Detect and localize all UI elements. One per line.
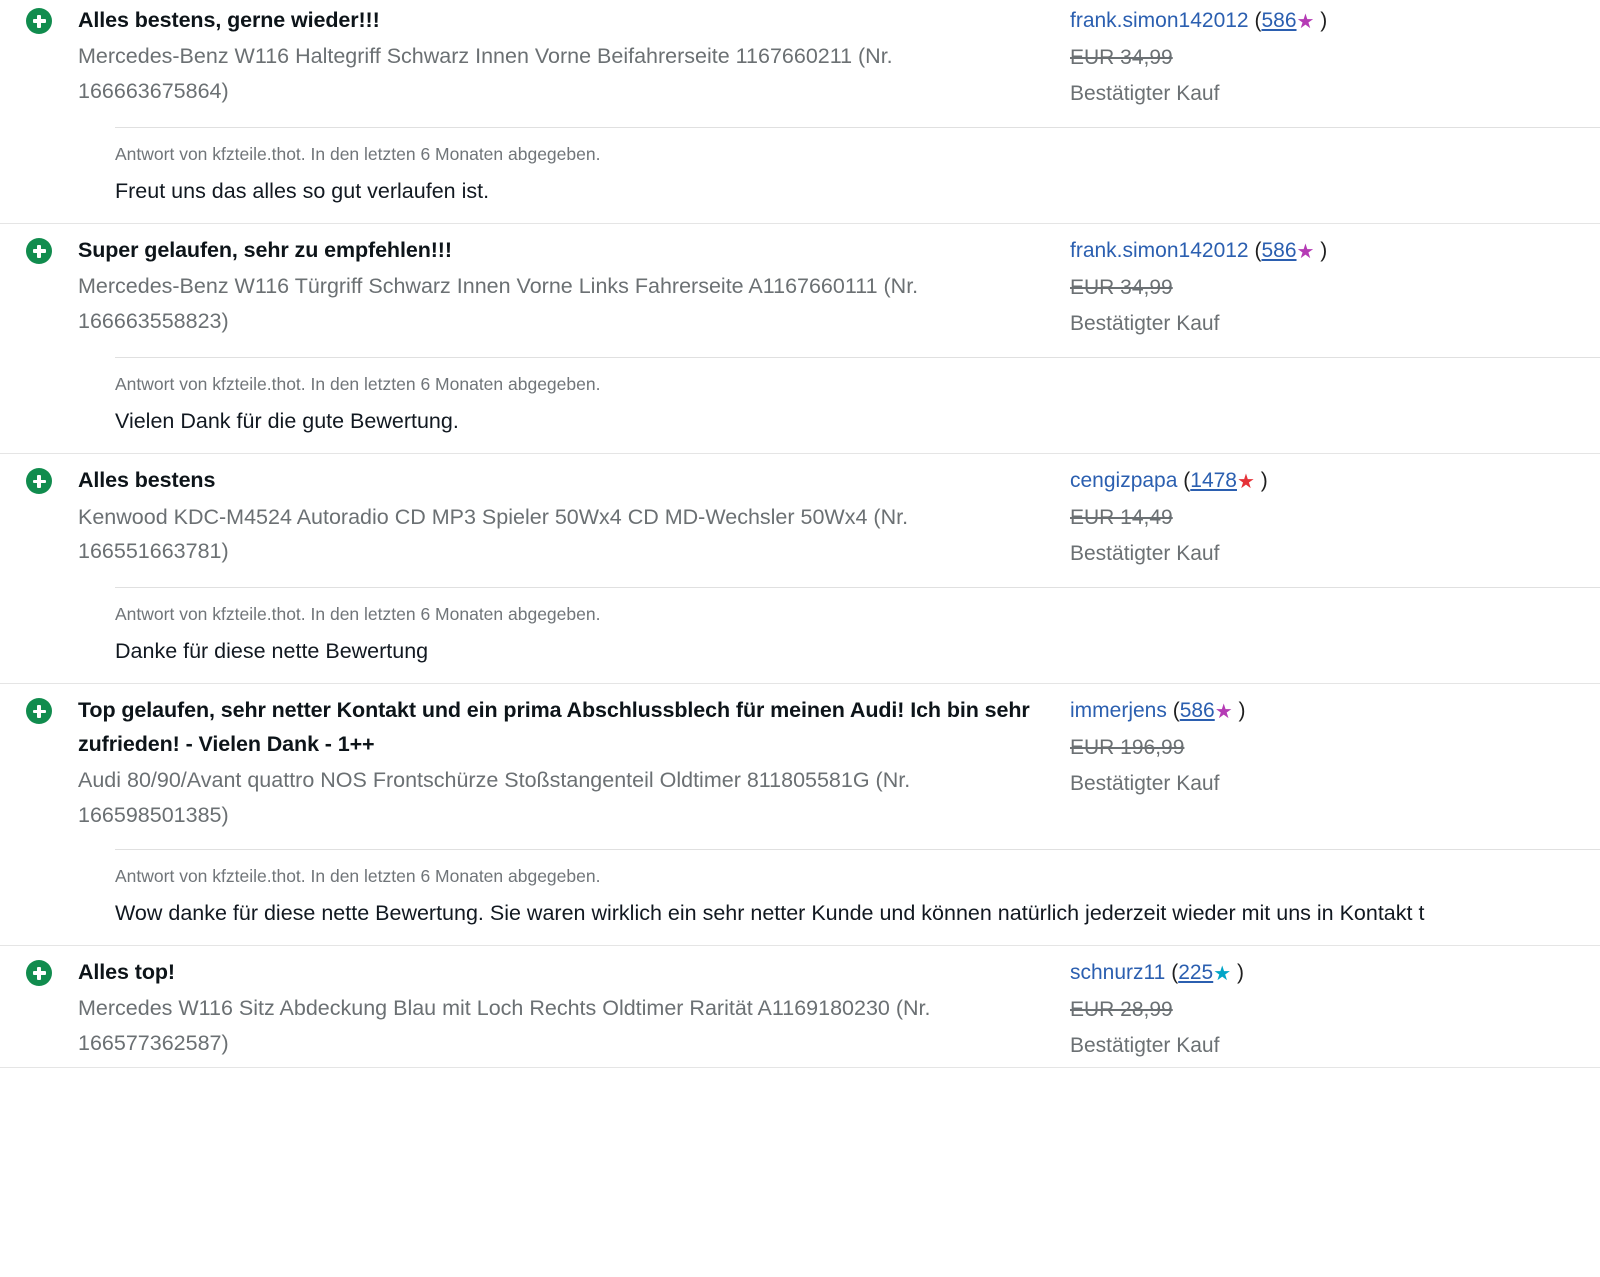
buyer-line: frank.simon142012 (586★ ) bbox=[1070, 239, 1328, 264]
feedback-star-icon: ★ bbox=[1296, 11, 1315, 33]
feedback-comment: Alles top! bbox=[78, 960, 175, 985]
purchase-status: Bestätigter Kauf bbox=[1070, 81, 1220, 105]
plus-circle-icon bbox=[26, 238, 52, 264]
seller-reply-block bbox=[115, 357, 1600, 438]
seller-reply-meta: Antwort von kfzteile.thot. In den letzten 6 Monaten abgegeben. bbox=[115, 603, 601, 624]
seller-reply-meta: Antwort von kfzteile.thot. In den letzten 6 Monaten abgegeben. bbox=[115, 865, 601, 886]
item-price: EUR 14,49 bbox=[1070, 505, 1173, 529]
seller-reply-text: Wow danke für diese nette Bewertung. Sie waren wirklich ein sehr netter Kunde und können natürlich jederzeit wieder mit uns in Kontakt t bbox=[115, 900, 1425, 925]
feedback-meta-column bbox=[1070, 4, 1600, 111]
feedback-entry bbox=[0, 0, 1600, 224]
buyer-feedback-score-link[interactable]: 1478 bbox=[1190, 469, 1237, 493]
seller-reply-text: Vielen Dank für die gute Bewertung. bbox=[115, 409, 459, 433]
feedback-entry-main bbox=[0, 946, 1600, 1067]
feedback-status-column bbox=[0, 694, 78, 724]
feedback-entry bbox=[0, 224, 1600, 454]
feedback-meta-column bbox=[1070, 694, 1600, 801]
buyer-username-link[interactable]: frank.simon142012 bbox=[1070, 239, 1249, 263]
plus-circle-icon bbox=[26, 8, 52, 34]
seller-reply-text: Danke für diese nette Bewertung bbox=[115, 639, 429, 664]
item-price: EUR 196,99 bbox=[1070, 735, 1185, 759]
buyer-feedback-score-link[interactable]: 586 bbox=[1261, 239, 1297, 263]
purchase-status: Bestätigter Kauf bbox=[1070, 311, 1220, 335]
feedback-item-title: Mercedes-Benz W116 Haltegriff Schwarz Innen Vorne Beifahrerseite 1167660211 (Nr. 166663675864) bbox=[78, 44, 893, 104]
item-price: EUR 34,99 bbox=[1070, 45, 1173, 69]
buyer-line: immerjens (586★ ) bbox=[1070, 699, 1246, 724]
feedback-comment: Top gelaufen, sehr netter Kontakt und ein prima Abschlussblech für meinen Audi! Ich bin sehr zufrieden! - Vielen Dank - 1++ bbox=[78, 698, 1030, 756]
feedback-meta-column bbox=[1070, 234, 1600, 341]
buyer-line: cengizpapa (1478★ ) bbox=[1070, 469, 1268, 494]
feedback-star-icon: ★ bbox=[1213, 963, 1232, 986]
feedback-comment: Super gelaufen, sehr zu empfehlen!!! bbox=[78, 238, 452, 263]
feedback-text-column bbox=[78, 464, 1070, 569]
feedback-item-title: Mercedes-Benz W116 Türgriff Schwarz Innen Vorne Links Fahrerseite A1167660111 (Nr. 166663558823) bbox=[78, 274, 919, 334]
feedback-item-title: Audi 80/90/Avant quattro NOS Frontschürze Stoßstangenteil Oldtimer 811805581G (Nr. 166598501385) bbox=[78, 768, 911, 827]
buyer-username-link[interactable]: immerjens bbox=[1070, 699, 1167, 723]
feedback-status-column bbox=[0, 4, 78, 34]
seller-reply-text: Freut uns das alles so gut verlaufen ist. bbox=[115, 178, 490, 203]
feedback-item-title: Kenwood KDC-M4524 Autoradio CD MP3 Spieler 50Wx4 CD MD-Wechsler 50Wx4 (Nr. 166551663781) bbox=[78, 504, 909, 564]
feedback-entry bbox=[0, 684, 1600, 946]
purchase-status: Bestätigter Kauf bbox=[1070, 1033, 1220, 1057]
feedback-text-column bbox=[78, 694, 1070, 832]
feedback-text-column bbox=[78, 4, 1070, 109]
feedback-entry bbox=[0, 454, 1600, 684]
seller-reply-block bbox=[115, 849, 1600, 930]
feedback-text-column bbox=[78, 956, 1070, 1061]
feedback-status-column bbox=[0, 234, 78, 264]
seller-reply-block bbox=[115, 587, 1600, 668]
buyer-line: schnurz11 (225★ ) bbox=[1070, 961, 1244, 986]
feedback-star-icon: ★ bbox=[1296, 241, 1315, 264]
buyer-username-link[interactable]: frank.simon142012 bbox=[1070, 9, 1249, 32]
seller-reply-meta: Antwort von kfzteile.thot. In den letzten 6 Monaten abgegeben. bbox=[115, 143, 601, 164]
plus-circle-icon bbox=[26, 960, 52, 986]
seller-reply-block bbox=[115, 127, 1600, 208]
feedback-comment: Alles bestens, gerne wieder!!! bbox=[78, 8, 380, 32]
buyer-feedback-score-link[interactable]: 586 bbox=[1261, 9, 1297, 32]
feedback-item-title: Mercedes W116 Sitz Abdeckung Blau mit Loch Rechts Oldtimer Rarität A1169180230 (Nr. 166577362587) bbox=[78, 996, 931, 1056]
plus-circle-icon bbox=[26, 468, 52, 494]
buyer-username-link[interactable]: cengizpapa bbox=[1070, 469, 1178, 493]
feedback-entry-main bbox=[0, 684, 1600, 836]
item-price: EUR 34,99 bbox=[1070, 275, 1173, 299]
feedback-entry-main bbox=[0, 224, 1600, 345]
feedback-meta-column bbox=[1070, 464, 1600, 571]
seller-reply-meta: Antwort von kfzteile.thot. In den letzten 6 Monaten abgegeben. bbox=[115, 373, 601, 394]
purchase-status: Bestätigter Kauf bbox=[1070, 541, 1220, 565]
feedback-entry-main bbox=[0, 454, 1600, 575]
feedback-text-column bbox=[78, 234, 1070, 339]
purchase-status: Bestätigter Kauf bbox=[1070, 771, 1220, 795]
buyer-feedback-score-link[interactable]: 586 bbox=[1179, 699, 1215, 723]
feedback-star-icon: ★ bbox=[1214, 701, 1233, 724]
feedback-status-column bbox=[0, 956, 78, 986]
feedback-star-icon: ★ bbox=[1236, 471, 1255, 494]
item-price: EUR 28,99 bbox=[1070, 997, 1173, 1021]
feedback-meta-column bbox=[1070, 956, 1600, 1063]
feedback-status-column bbox=[0, 464, 78, 494]
buyer-feedback-score-link[interactable]: 225 bbox=[1178, 961, 1214, 985]
feedback-entry bbox=[0, 946, 1600, 1068]
buyer-line: frank.simon142012 (586★ ) bbox=[1070, 9, 1328, 33]
feedback-entry-main bbox=[0, 0, 1600, 115]
feedback-comment: Alles bestens bbox=[78, 468, 216, 493]
buyer-username-link[interactable]: schnurz11 bbox=[1070, 961, 1166, 985]
plus-circle-icon bbox=[26, 698, 52, 724]
